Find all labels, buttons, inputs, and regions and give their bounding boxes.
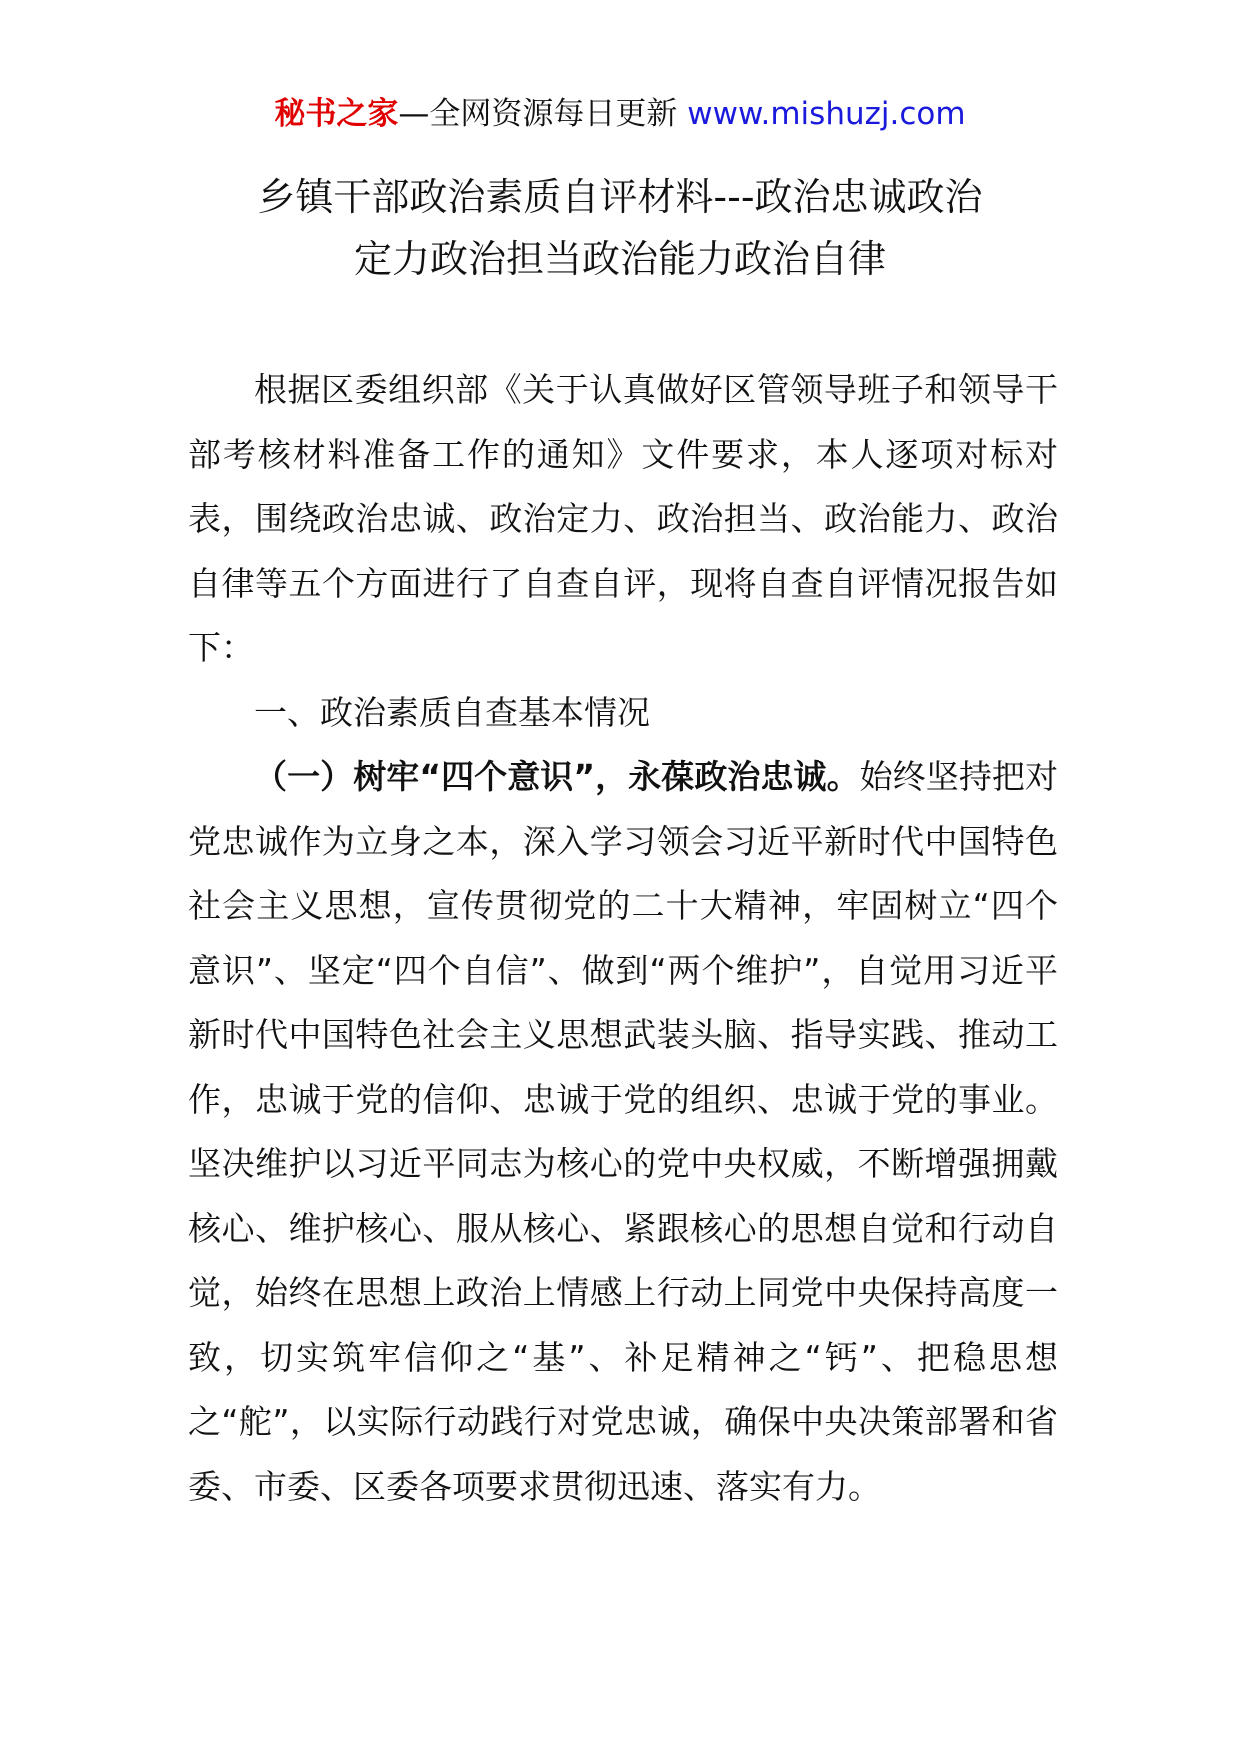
intro-paragraph: 根据区委组织部《关于认真做好区管领导班子和领导干部考核材料准备工作的通知》文件要求，本人逐项对标对表，围绕政治忠诚、政治定力、政治担当、政治能力、政治自律等五个方面进行了自查自评，现将自查自评情况报告如下： [188, 370, 1058, 667]
site-url-link[interactable]: www.mishuzj.com [687, 96, 966, 132]
subsection-text: 始终坚持把对党忠诚作为立身之本，深入学习领会习近平新时代中国特色社会主义思想，宣传贯彻党的二十大精神，牢固树立“四个意识”、坚定“四个自信”、做到“两个维护”，自觉用习近平新时代中国特色社会主义思想武装头脑、指导实践、推动工作，忠诚于党的信仰、忠诚于党的组织、忠诚于党的事业。坚决维护以习近平同志为核心的党中央权威，不断增强拥戴核心、维护核心、服从核心、紧跟核心的思想自觉和行动自觉，始终在思想上政治上情感上行动上同党中央保持高度一致，切实筑牢信仰之“基”、补足精神之“钙”、把稳思想之“舵”，以实际行动践行对党忠诚，确保中央决策部署和省委、市委、区委各项要求贯彻迅速、落实有力。 [188, 757, 1058, 1506]
site-header [0, 94, 1240, 134]
title-line-1: 乡镇干部政治素质自评材料---政治忠诚政治 [257, 175, 983, 219]
document-title [160, 166, 1080, 290]
document-body [188, 358, 1058, 1519]
site-tagline: —全网资源每日更新 [398, 96, 688, 132]
site-brand: 秘书之家 [274, 96, 399, 132]
subsection-heading: （一）树牢“四个意识”，永葆政治忠诚。 [254, 757, 860, 796]
title-line-2: 定力政治担当政治能力政治自律 [353, 237, 886, 281]
section-heading: 一、政治素质自查基本情况 [254, 692, 650, 732]
subsection-paragraph [188, 745, 1058, 1519]
